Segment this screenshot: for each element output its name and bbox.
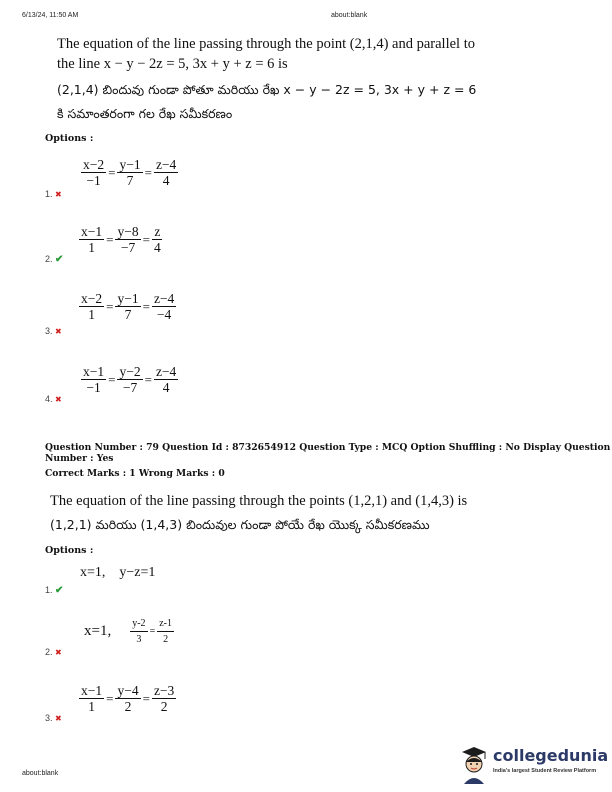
option-1-number[interactable]: 1. ✔ bbox=[45, 585, 64, 596]
fraction: $\frac{x-1}{-1}$ bbox=[83, 364, 105, 395]
fraction: $\frac{y-1}{7}$ bbox=[119, 157, 141, 188]
option-1-number[interactable]: 1. ✖ bbox=[45, 189, 62, 199]
brand-name: collegedunia bbox=[493, 746, 609, 765]
fraction: $\frac{z-3}{2}$ bbox=[153, 683, 175, 714]
question-meta-line1: Question Number : 79 Question Id : 8732654912 Question Type : MCQ Option Shuffling : No Display Question bbox=[45, 442, 611, 453]
question-meta-line2: Number : Yes bbox=[45, 453, 114, 464]
wrong-icon: ✖ bbox=[55, 190, 62, 199]
print-datetime: 6/13/24, 11:50 AM bbox=[22, 12, 79, 19]
option-4-equation: $\frac{x-1}{-1}$ = $\frac{y-2}{-7}$ = $\frac{z-4}{4}$ bbox=[83, 364, 177, 395]
wrong-icon: ✖ bbox=[55, 327, 62, 336]
question-text-line1: The equation of the line passing through the points (1,2,1) and (1,4,3) is bbox=[50, 493, 468, 509]
correct-check-icon: ✔ bbox=[55, 585, 64, 596]
collegedunia-logo[interactable] bbox=[458, 742, 608, 787]
option-4-number[interactable]: 4. ✖ bbox=[45, 394, 62, 404]
fraction: $\frac{y-8}{-7}$ bbox=[117, 224, 139, 255]
option-2-equation: x=1, $\frac{y-2}{3}$ = $\frac{z-1}{2}$ bbox=[84, 618, 172, 645]
fraction: $\frac{z-4}{4}$ bbox=[155, 157, 177, 188]
fraction: $\frac{y-4}{2}$ bbox=[117, 683, 139, 714]
fraction: $\frac{x-1}{1}$ bbox=[81, 683, 103, 714]
fraction: $\frac{z-4}{4}$ bbox=[155, 364, 177, 395]
option-3-equation: $\frac{x-1}{1}$ = $\frac{y-4}{2}$ = $\frac{z-3}{2}$ bbox=[81, 683, 175, 714]
question-text-line1: The equation of the line passing through the point (2,1,4) and parallel to bbox=[57, 36, 475, 52]
fraction: $\frac{z-1}{2}$ bbox=[159, 618, 172, 645]
correct-check-icon: ✔ bbox=[55, 254, 64, 265]
options-label: Options : bbox=[45, 133, 94, 144]
question-text-line2: the line x − y − 2z = 5, 3x + y + z = 6 is bbox=[57, 56, 288, 72]
options-label: Options : bbox=[45, 545, 94, 556]
question-marks: Correct Marks : 1 Wrong Marks : 0 bbox=[45, 468, 225, 479]
wrong-icon: ✖ bbox=[55, 714, 62, 723]
option-3-equation: $\frac{x-2}{1}$ = $\frac{y-1}{7}$ = $\frac{z-4}{-4}$ bbox=[81, 291, 175, 322]
wrong-icon: ✖ bbox=[55, 648, 62, 657]
question-telugu-line2: కి సమాంతరంగా గల రేఖ సమీకరణం bbox=[57, 106, 233, 121]
option-1-equation: $\frac{x-2}{-1}$ = $\frac{y-1}{7}$ = $\frac{z-4}{4}$ bbox=[83, 157, 177, 188]
question-telugu-line1: (2,1,4) బిందువు గుండా పోతూ మరియు రేఖ x − y − 2z = 5, 3x + y + z = 6 bbox=[57, 82, 477, 97]
option-2-number[interactable]: 2. ✔ bbox=[45, 254, 64, 265]
fraction: $\frac{y-2}{-7}$ bbox=[119, 364, 141, 395]
option-3-number[interactable]: 3. ✖ bbox=[45, 713, 62, 723]
fraction: $\frac{y-1}{7}$ bbox=[117, 291, 139, 322]
fraction: $\frac{y-2}{3}$ bbox=[132, 618, 146, 645]
fraction: $\frac{x-2}{-1}$ bbox=[83, 157, 105, 188]
footer-url: about:blank bbox=[22, 770, 59, 777]
fraction: $\frac{x-2}{1}$ bbox=[81, 291, 103, 322]
option-3-number[interactable]: 3. ✖ bbox=[45, 326, 62, 336]
print-url: about:blank bbox=[331, 12, 368, 19]
fraction: $\frac{z}{4}$ bbox=[153, 224, 161, 255]
option-2-number[interactable]: 2. ✖ bbox=[45, 647, 62, 657]
graduate-mascot-icon bbox=[458, 744, 490, 784]
option-2-equation: $\frac{x-1}{1}$ = $\frac{y-8}{-7}$ = $\frac{z}{4}$ bbox=[81, 224, 161, 255]
fraction: $\frac{x-1}{1}$ bbox=[81, 224, 103, 255]
fraction: $\frac{z-4}{-4}$ bbox=[153, 291, 175, 322]
brand-tagline: India's largest Student Review Platform bbox=[493, 768, 597, 774]
option-1-equation: x=1, y−z=1 bbox=[80, 565, 156, 580]
question-telugu-line1: (1,2,1) మరియు (1,4,3) బిందువుల గుండా పోయే రేఖ యొక్క సమీకరణము bbox=[50, 517, 430, 532]
wrong-icon: ✖ bbox=[55, 395, 62, 404]
